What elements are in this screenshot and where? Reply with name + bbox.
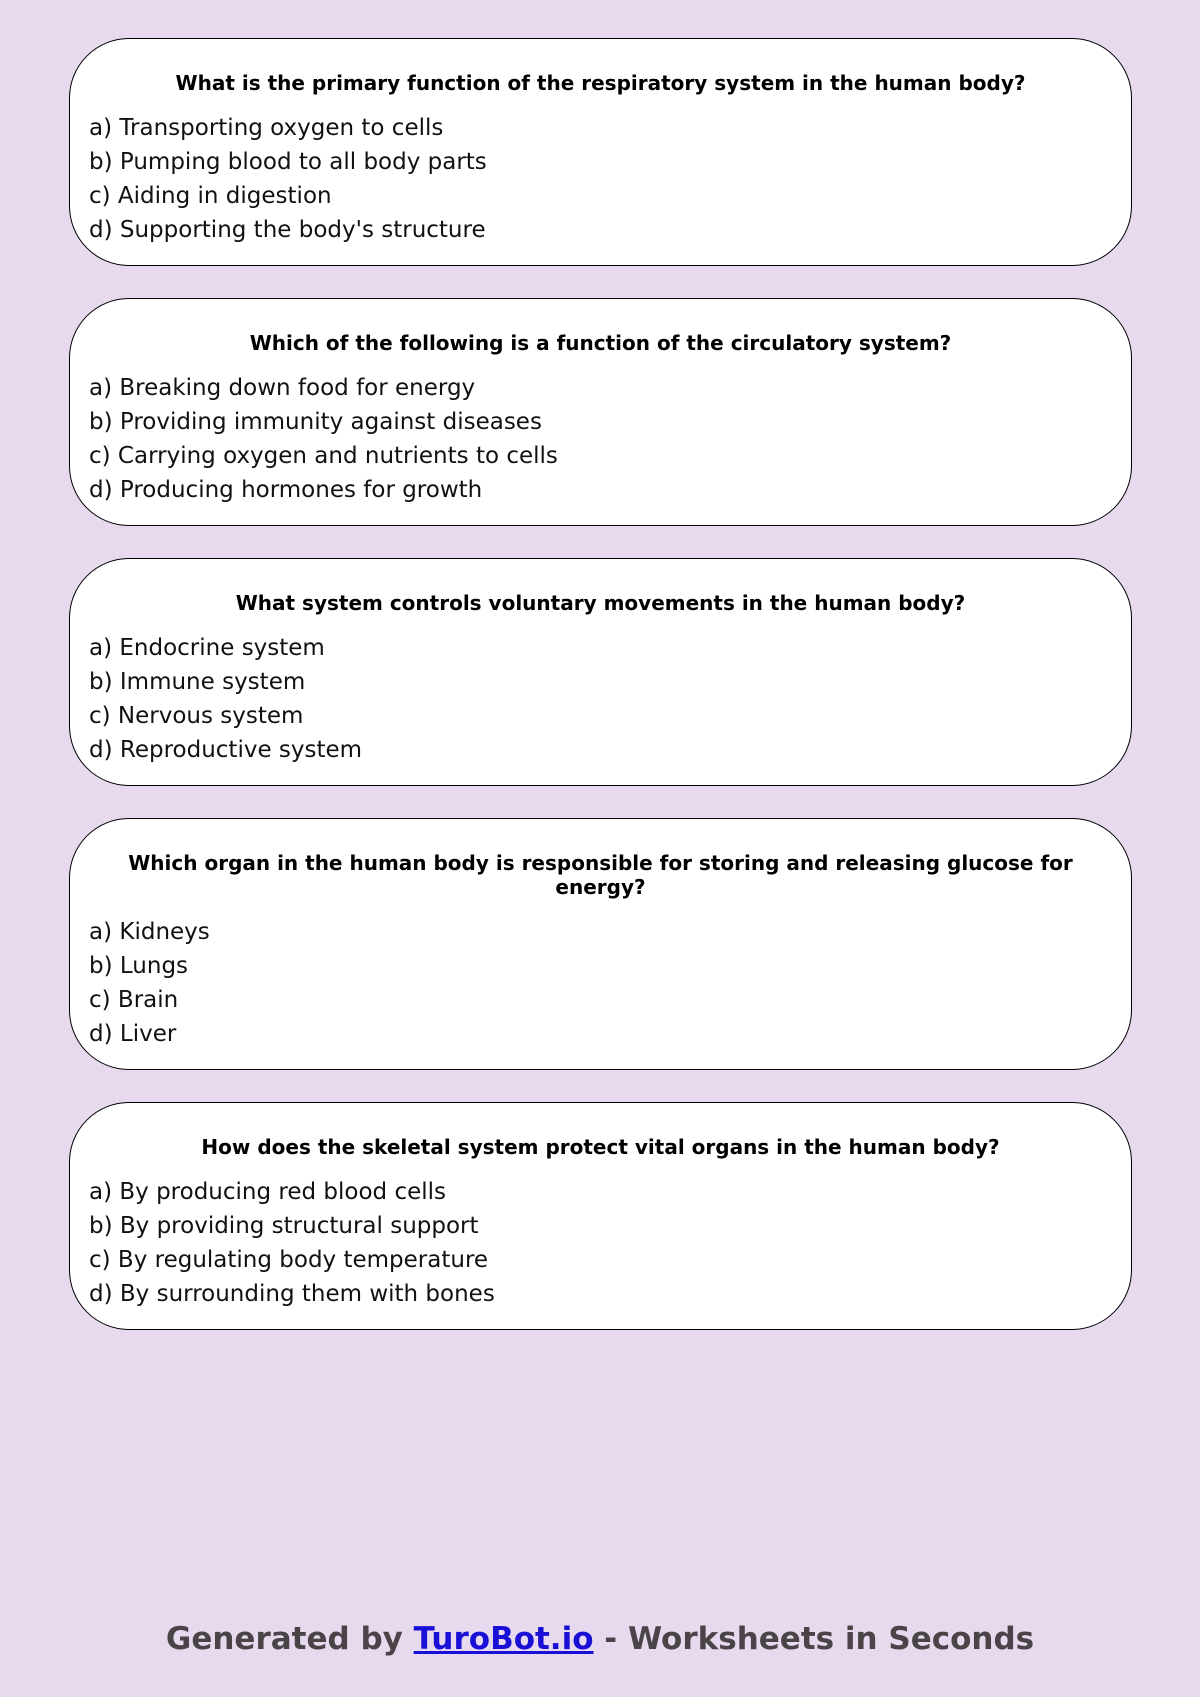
option-b: b) Pumping blood to all body parts bbox=[89, 149, 487, 175]
options-list bbox=[90, 915, 1111, 1051]
option-d: d) Supporting the body's structure bbox=[89, 217, 486, 243]
option-c: c) Carrying oxygen and nutrients to cells bbox=[89, 443, 558, 469]
option-b: b) By providing structural support bbox=[89, 1213, 479, 1239]
options-list bbox=[90, 631, 1111, 767]
worksheet bbox=[69, 38, 1132, 1362]
options-list bbox=[90, 1175, 1111, 1311]
option-b: b) Lungs bbox=[89, 953, 189, 979]
option-b: b) Providing immunity against diseases bbox=[89, 409, 542, 435]
option-a: a) Transporting oxygen to cells bbox=[89, 115, 444, 141]
option-d: d) Producing hormones for growth bbox=[89, 477, 483, 503]
option-c: c) Brain bbox=[89, 987, 179, 1013]
question-text: What system controls voluntary movements in the human body? bbox=[235, 591, 966, 615]
question-card-4 bbox=[69, 818, 1132, 1070]
question-card-2 bbox=[69, 298, 1132, 526]
question-card-1 bbox=[69, 38, 1132, 266]
option-b: b) Immune system bbox=[89, 669, 306, 695]
options-list bbox=[90, 111, 1111, 247]
footer-credit bbox=[0, 1617, 1200, 1661]
question-text: How does the skeletal system protect vital organs in the human body? bbox=[201, 1135, 1000, 1159]
option-a: a) Kidneys bbox=[89, 919, 210, 945]
question-card-3 bbox=[69, 558, 1132, 786]
option-d: d) Reproductive system bbox=[89, 737, 363, 763]
question-card-5 bbox=[69, 1102, 1132, 1330]
turobot-link[interactable]: TuroBot.io bbox=[413, 1621, 594, 1657]
footer-suffix: - Worksheets in Seconds bbox=[593, 1621, 1035, 1657]
option-a: a) Endocrine system bbox=[89, 635, 325, 661]
option-a: a) By producing red blood cells bbox=[89, 1179, 447, 1205]
question-text: Which of the following is a function of the circulatory system? bbox=[249, 331, 952, 355]
option-d: d) Liver bbox=[89, 1021, 177, 1047]
option-c: c) By regulating body temperature bbox=[89, 1247, 489, 1273]
options-list bbox=[90, 371, 1111, 507]
question-text: Which organ in the human body is responsible for storing and releasing glucose for energy? bbox=[128, 851, 1073, 899]
option-d: d) By surrounding them with bones bbox=[89, 1281, 495, 1307]
option-c: c) Aiding in digestion bbox=[89, 183, 332, 209]
option-c: c) Nervous system bbox=[89, 703, 304, 729]
question-text: What is the primary function of the respiratory system in the human body? bbox=[175, 71, 1026, 95]
footer-prefix: Generated by bbox=[165, 1621, 414, 1657]
option-a: a) Breaking down food for energy bbox=[89, 375, 476, 401]
